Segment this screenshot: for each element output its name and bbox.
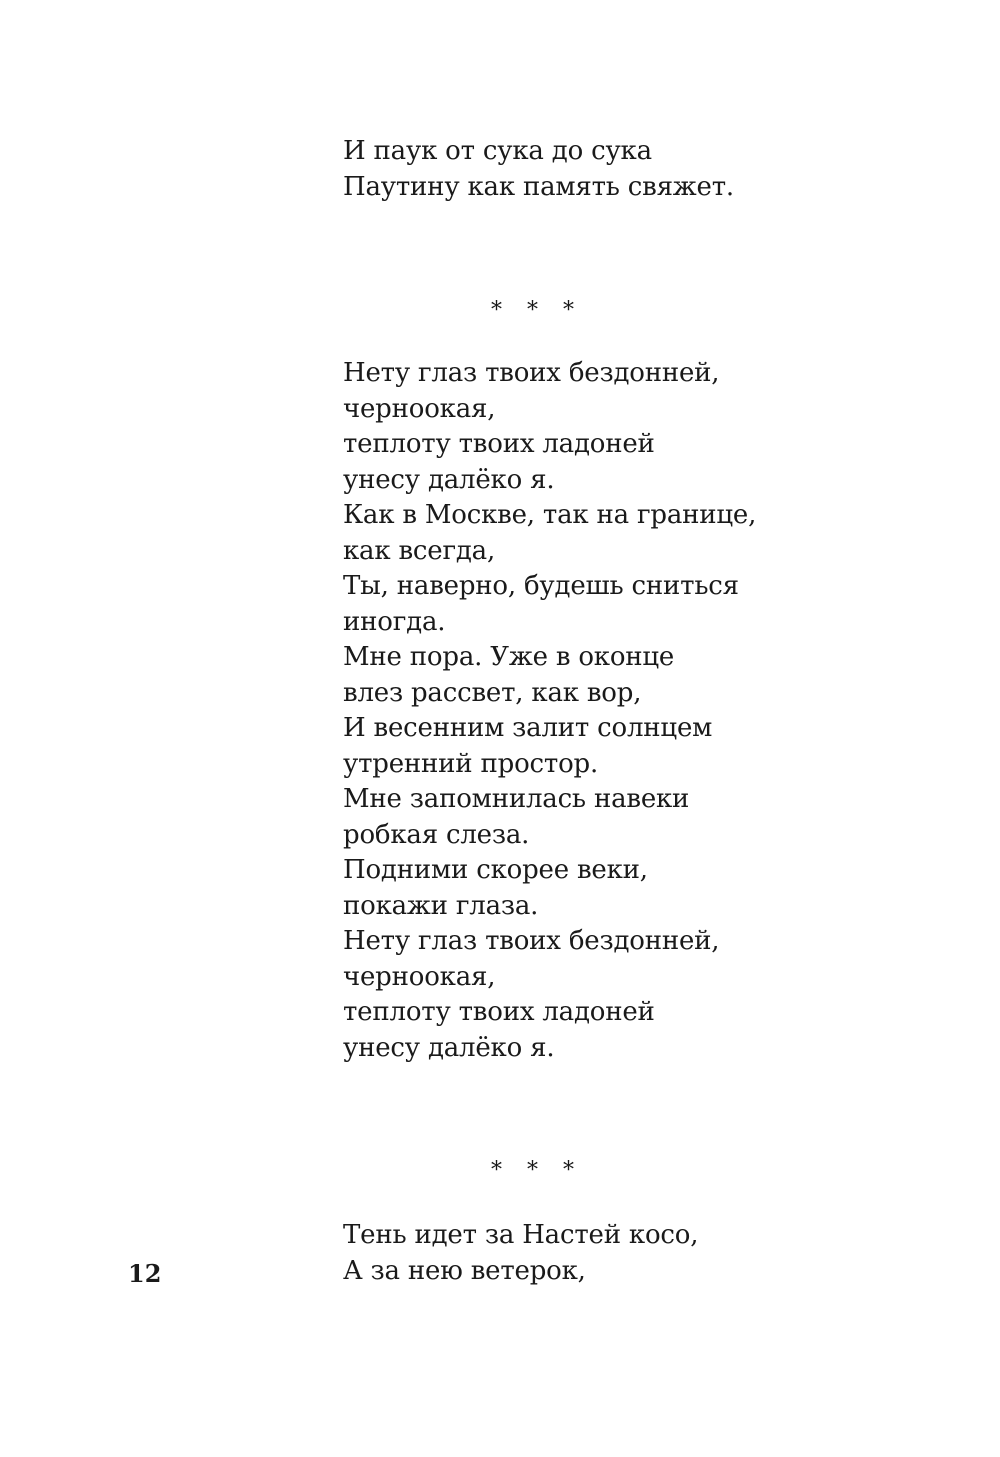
poem-line: Нету глаз твоих бездонней, [343,926,720,956]
section-divider: * * * [491,1158,583,1183]
poem-stanza-3 [343,1218,698,1289]
poem-line: Тень идет за Настей косо, [343,1220,699,1250]
poem-line: иногда. [343,606,446,637]
page-number: 12 [128,1259,162,1288]
poem-line: покажи глаза. [343,890,539,921]
poem-line: Ты, наверно, будешь сниться [343,571,739,601]
section-divider: * * * [491,298,583,323]
poem-line: как всегда, [343,535,496,566]
poem-line: унесу далёко я. [343,1032,555,1063]
poem-stanza-2 [343,356,756,1066]
poem-line: черноокая, [343,961,496,992]
poem-line: Нету глаз твоих бездонней, [343,358,720,388]
poem-line: утренний простор. [343,748,599,779]
poem-line: влез рассвет, как вор, [343,677,642,708]
poem-line: унесу далёко я. [343,464,555,495]
poem-line: И весенним залит солнцем [343,713,713,743]
poem-line: А за нею ветерок, [343,1255,586,1286]
poem-line: И паук от сука до сука [343,136,652,166]
poem-stanza-1 [343,134,734,205]
poem-line: Мне пора. Уже в оконце [343,642,675,672]
poem-line: теплоту твоих ладоней [343,429,655,459]
poem-line: Паутину как память свяжет. [343,171,734,202]
poem-line: теплоту твоих ладоней [343,997,655,1027]
poem-line: черноокая, [343,393,496,424]
poem-line: Как в Москве, так на границе, [343,500,757,530]
poem-line: робкая слеза. [343,819,530,850]
poem-line: Подними скорее веки, [343,855,648,885]
poem-line: Мне запомнилась навеки [343,784,690,814]
